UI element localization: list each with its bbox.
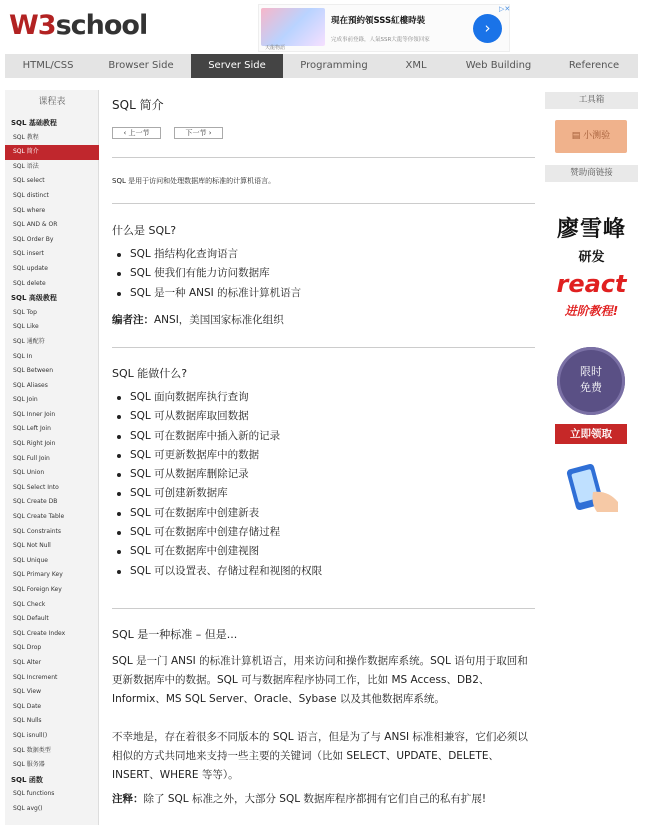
sidebar-link[interactable]: SQL Create Index — [13, 629, 66, 637]
sidebar-link[interactable]: SQL Select Into — [13, 483, 59, 491]
list-item: SQL 可从数据库删除记录 — [112, 465, 322, 484]
top-nav — [5, 54, 638, 78]
w3school-logo[interactable] — [9, 10, 147, 41]
nav-tab-browser-side[interactable]: Browser Side — [108, 60, 174, 71]
badge-line-1: 限时 — [580, 365, 602, 378]
sidebar-link[interactable]: SQL Default — [13, 615, 49, 623]
can-do-list — [112, 388, 322, 581]
sidebar-link[interactable]: SQL 通配符 — [13, 337, 45, 345]
list-item: SQL 可在数据库中插入新的记录 — [112, 427, 322, 446]
standard-note-label: 注释： — [112, 793, 144, 805]
sidebar-link[interactable]: SQL select — [13, 177, 45, 185]
sidebar-section-heading: SQL 基础教程 — [11, 119, 57, 127]
sidebar-link[interactable]: SQL functions — [13, 790, 55, 798]
sidebar-link[interactable]: SQL Join — [13, 396, 38, 404]
logo-w3: W3 — [9, 10, 56, 41]
sidebar-link[interactable]: SQL Create DB — [13, 498, 58, 506]
sidebar-link[interactable]: SQL Unique — [13, 556, 48, 564]
sidebar-link[interactable]: SQL Left Join — [13, 425, 51, 433]
nav-tab-html-css[interactable]: HTML/CSS — [22, 60, 74, 71]
logo-school: school — [55, 10, 148, 41]
nav-tab-web-building[interactable]: Web Building — [465, 60, 532, 71]
sidebar-link[interactable]: SQL Like — [13, 323, 39, 331]
ad-subtitle: 完成事前登錄，人氣SSR大龍等你領回家 — [331, 37, 430, 43]
intro-text: SQL 是用于访问和处理数据库的标准的计算机语言。 — [112, 177, 276, 185]
editor-note-label: 编者注： — [112, 314, 154, 326]
sponsor-course: 进阶教程! — [564, 304, 619, 318]
standard-note-text: 除了 SQL 标准之外，大部分 SQL 数据库程序都拥有它们自己的私有扩展! — [143, 793, 487, 805]
site-header — [0, 0, 647, 55]
prev-button[interactable]: ‹ 上一节 — [112, 127, 161, 139]
list-item: SQL 面向数据库执行查询 — [112, 388, 322, 407]
sidebar-link[interactable]: SQL Full Join — [13, 454, 50, 462]
editor-note-text: ANSI，美国国家标准化组织 — [154, 314, 284, 326]
sidebar-link[interactable]: SQL delete — [13, 279, 46, 287]
sidebar-link[interactable]: SQL In — [13, 352, 33, 360]
section-heading-what-is-sql: 什么是 SQL? — [112, 224, 177, 237]
sidebar-link[interactable]: SQL 教程 — [13, 133, 39, 141]
page-title: SQL 简介 — [112, 98, 164, 112]
sidebar-link[interactable]: SQL Between — [13, 367, 54, 375]
standard-paragraph-2: 不幸地是，存在着很多不同版本的 SQL 语言，但是为了与 ANSI 标准相兼容，它们必须以相似的方式共同地来支持一些主要的关键词（比如 SELECT、UPDATE、DELETE、INSERT、WHERE 等等）。 — [112, 731, 528, 781]
list-item: SQL 可更新数据库中的数据 — [112, 446, 322, 465]
sidebar-link[interactable]: SQL update — [13, 264, 48, 272]
sidebar-section-heading: SQL 高级教程 — [11, 294, 57, 303]
sidebar-list — [5, 116, 99, 817]
list-item: SQL 可以设置表、存储过程和视图的权限 — [112, 562, 322, 581]
badge-line-2: 免费 — [580, 381, 602, 394]
sidebar-link[interactable]: SQL Nulls — [13, 717, 42, 725]
sponsor-react: react — [556, 270, 627, 298]
toolbox-title: 工具箱 — [545, 92, 638, 109]
phone-in-hand-icon — [563, 462, 623, 512]
sidebar-link[interactable]: SQL distinct — [13, 191, 49, 199]
sponsor-title: 赞助商链接 — [545, 165, 638, 182]
ad-arrow-icon[interactable]: › — [473, 14, 502, 43]
ad-source: 天龍物語 — [265, 45, 286, 51]
list-item: SQL 可在数据库中创建视图 — [112, 542, 322, 561]
divider — [112, 203, 535, 204]
sidebar-link[interactable]: SQL Aliases — [13, 381, 48, 389]
standard-paragraph-1: SQL 是一门 ANSI 的标准计算机语言，用来访问和操作数据库系统。SQL 语句用于取回和更新数据库中的数据。SQL 可与数据库程序协同工作，比如 MS Access、DB2、Informix、MS SQL Server、Oracle、Sybase 以及其他数据库系统。 — [112, 655, 528, 705]
ad-banner[interactable] — [258, 4, 510, 52]
sidebar-link[interactable]: SQL where — [13, 206, 46, 214]
quiz-button[interactable] — [555, 120, 627, 153]
nav-tab-programming[interactable]: Programming — [300, 60, 368, 71]
sidebar-link[interactable]: SQL Right Join — [13, 440, 56, 448]
sidebar-link[interactable]: SQL Inner Join — [13, 410, 56, 418]
section-heading-sql-standard: SQL 是一种标准 – 但是... — [112, 628, 238, 641]
sidebar-link[interactable]: SQL isnull() — [13, 731, 48, 739]
sidebar-link[interactable]: SQL 服务器 — [13, 761, 45, 769]
nav-tab-reference[interactable]: Reference — [568, 60, 620, 71]
sidebar-link[interactable]: SQL AND & OR — [13, 221, 58, 229]
sidebar-link[interactable]: SQL avg() — [13, 804, 43, 812]
divider — [112, 347, 535, 348]
sidebar-section-heading: SQL 函数 — [11, 775, 43, 784]
divider — [112, 608, 535, 609]
divider — [112, 157, 535, 158]
list-item: SQL 是一种 ANSI 的标准计算机语言 — [112, 284, 301, 303]
sidebar-link[interactable]: SQL Order By — [13, 235, 54, 243]
right-sidebar — [545, 90, 638, 825]
editor-note — [112, 311, 537, 330]
sidebar-link[interactable]: SQL Check — [13, 600, 46, 608]
sidebar-link[interactable]: SQL insert — [13, 250, 44, 258]
sidebar-link[interactable]: SQL 数据类型 — [13, 746, 51, 754]
nav-tab-xml[interactable]: XML — [405, 60, 427, 71]
sidebar-link[interactable]: SQL 语法 — [13, 162, 39, 170]
ad-title: 現在預約領SSS紅樓時裝 — [331, 16, 426, 26]
sidebar-link[interactable]: SQL 简介 — [5, 145, 99, 160]
quiz-label: 小测验 — [583, 131, 611, 141]
main-content — [100, 90, 543, 825]
ad-close-icon[interactable]: ▷✕ — [499, 5, 511, 13]
list-item: SQL 可创建新数据库 — [112, 484, 322, 503]
sponsor-name: 廖雪峰 — [556, 217, 626, 242]
sidebar-link[interactable]: SQL Constraints — [13, 527, 62, 535]
sidebar-link[interactable]: SQL Drop — [13, 644, 42, 652]
sponsor-ad[interactable] — [545, 202, 638, 537]
list-item: SQL 指结构化查询语言 — [112, 245, 301, 264]
claim-button[interactable]: 立即领取 — [555, 424, 627, 444]
sidebar-title: 课程表 — [38, 97, 66, 107]
sidebar-link[interactable]: SQL Primary Key — [13, 571, 63, 579]
standard-note — [112, 790, 537, 809]
clipboard-icon: ▤ — [571, 131, 584, 141]
sidebar-link[interactable]: SQL Not Null — [13, 542, 51, 550]
next-button[interactable]: 下一节 › — [174, 127, 223, 139]
list-item: SQL 可从数据库取回数据 — [112, 407, 322, 426]
sidebar-link[interactable]: SQL Foreign Key — [13, 586, 62, 593]
section-heading-what-can-sql-do: SQL 能做什么? — [112, 367, 188, 380]
list-item: SQL 可在数据库中创建新表 — [112, 504, 322, 523]
sidebar-link[interactable]: SQL Date — [13, 702, 42, 710]
list-item: SQL 使我们有能力访问数据库 — [112, 264, 301, 283]
nav-tab-server-side[interactable]: Server Side — [191, 54, 283, 78]
sidebar-link[interactable]: SQL Increment — [13, 673, 58, 681]
ad-image — [261, 8, 325, 46]
course-sidebar — [5, 90, 99, 825]
what-is-list — [112, 245, 301, 303]
list-item: SQL 可在数据库中创建存储过程 — [112, 523, 322, 542]
sidebar-link[interactable]: SQL Union — [13, 469, 45, 477]
sidebar-link[interactable]: SQL Create Table — [13, 513, 65, 521]
free-badge — [557, 347, 625, 415]
sidebar-link[interactable]: SQL View — [13, 688, 42, 696]
sidebar-link[interactable]: SQL Alter — [13, 658, 42, 666]
sponsor-dev: 研发 — [578, 250, 605, 265]
sidebar-link[interactable]: SQL Top — [13, 308, 37, 316]
